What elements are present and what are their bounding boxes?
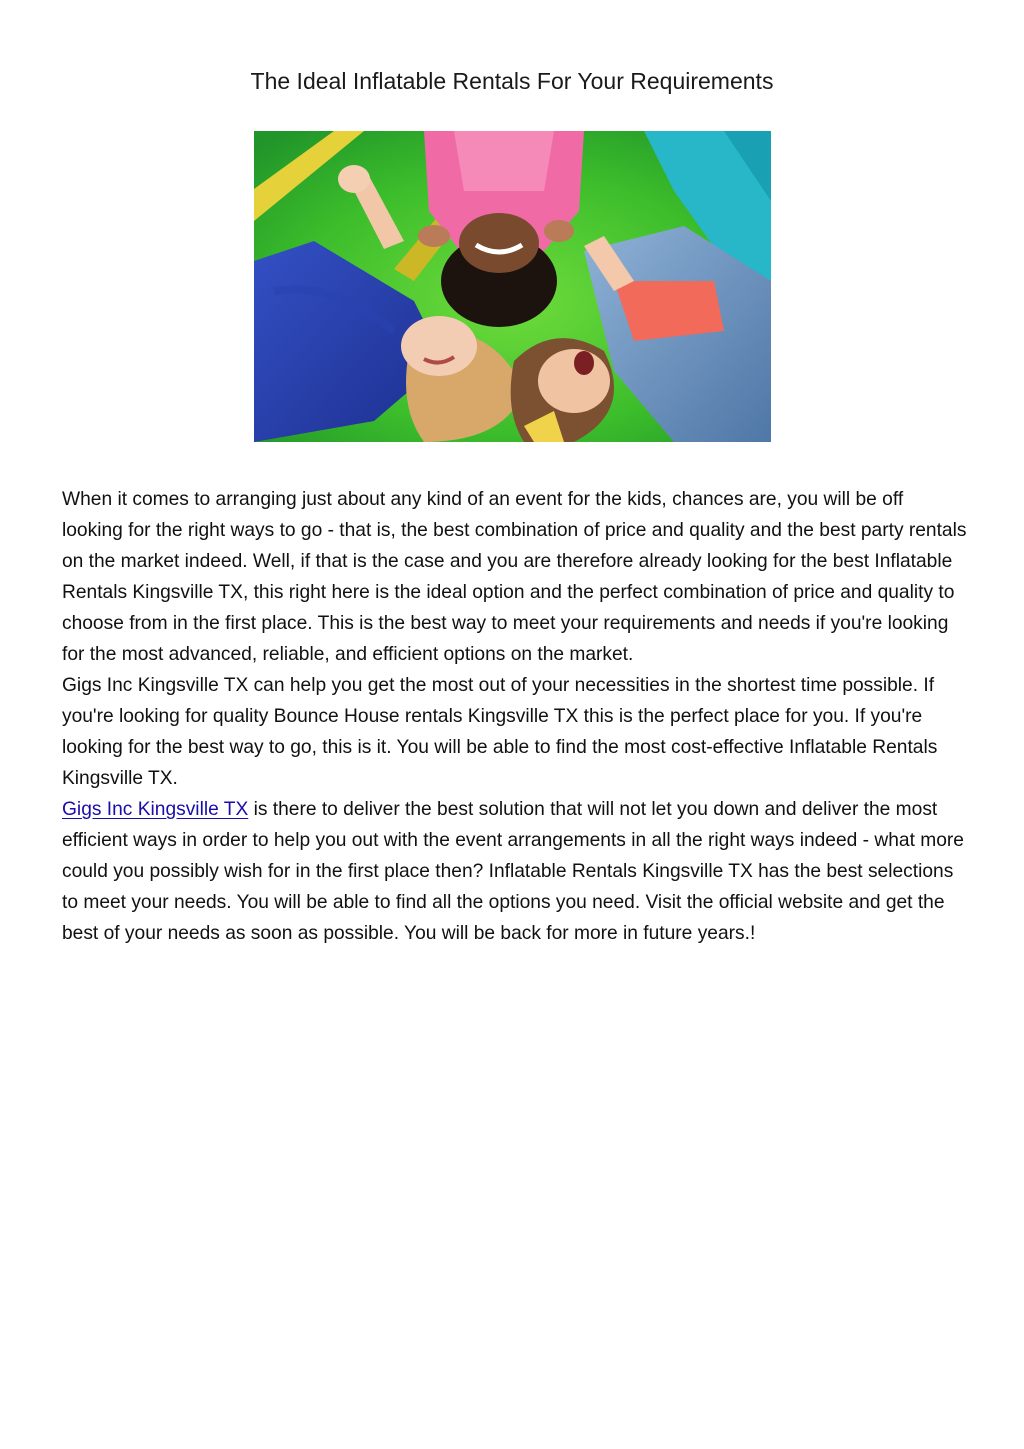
paragraph-closing-text: is there to deliver the best solution that will not let you down and deliver the most efficient ways in order to help you out with the event arrangements in all the right ways indeed - what more could you possibly wish for in the first place then? Inflatable Rentals Kingsville TX has the best selections to meet your needs. You will be able to find all the options you need. Visit the official website and get the best of your needs as soon as possible. You will be back for more in future years.! bbox=[62, 799, 964, 944]
article-body bbox=[62, 484, 967, 949]
page-title: The Ideal Inflatable Rentals For Your Requirements bbox=[250, 68, 774, 94]
paragraph-intro: When it comes to arranging just about any kind of an event for the kids, chances are, you will be off looking for the right ways to go - that is, the best combination of price and quality and the best party rentals on the market indeed. Well, if that is the case and you are therefore already looking for the best Inflatable Rentals Kingsville TX, this right here is the ideal option and the perfect combination of price and quality to choose from in the first place. This is the best way to meet your requirements and needs if you're looking for the most advanced, reliable, and efficient options on the market. bbox=[62, 489, 967, 665]
kids-on-bounce-house-photo bbox=[254, 131, 771, 442]
paragraph-gigs: Gigs Inc Kingsville TX can help you get the most out of your necessities in the shortest time possible. If you're looking for quality Bounce House rentals Kingsville TX this is the perfect place for you. If you're looking for the best way to go, this is it. You will be able to find the most cost-effective Inflatable Rentals Kingsville TX. bbox=[62, 675, 938, 789]
hero-image bbox=[254, 131, 771, 442]
paragraph-closing bbox=[62, 794, 967, 949]
gigs-inc-link[interactable]: Gigs Inc Kingsville TX bbox=[62, 799, 249, 820]
